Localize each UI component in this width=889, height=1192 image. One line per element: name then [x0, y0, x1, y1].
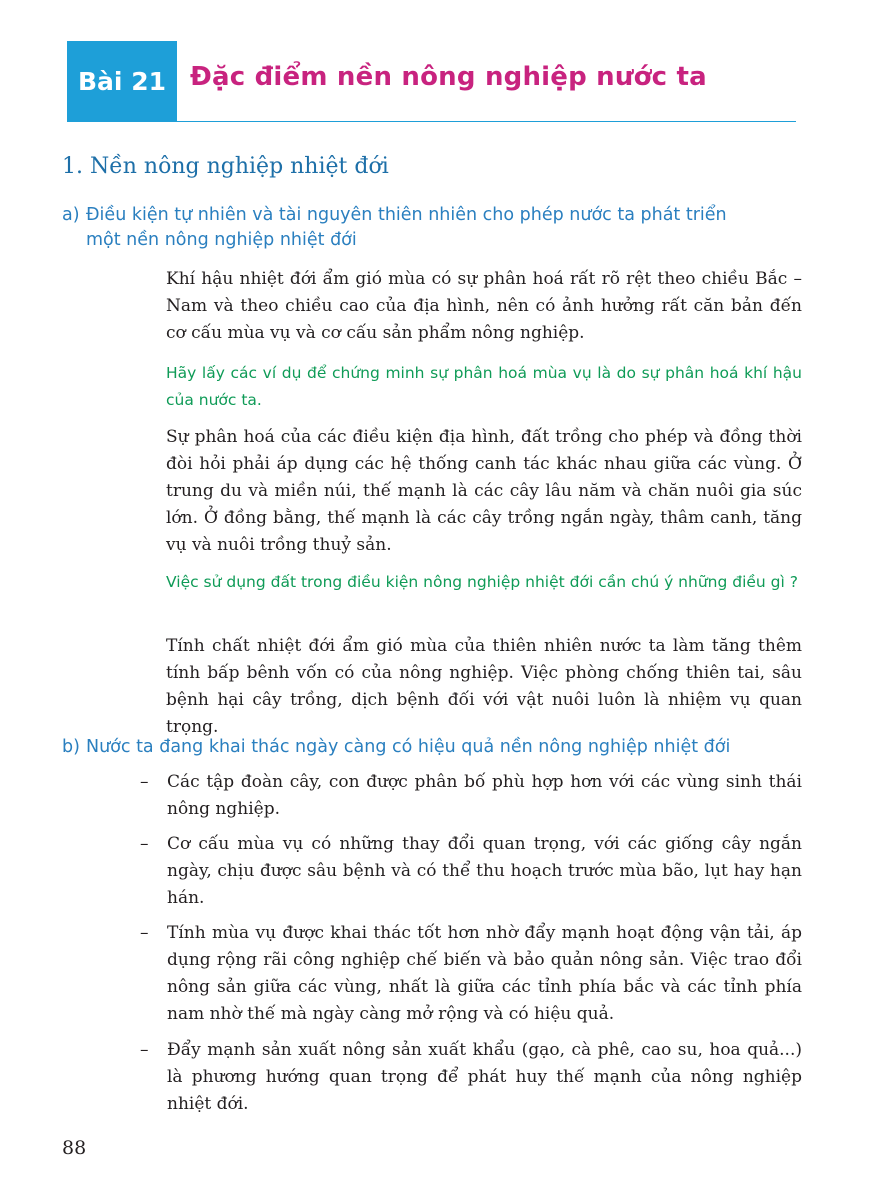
- subheading-a-line1: Điều kiện tự nhiên và tài nguyên thiên nhiên cho phép nước ta phát triển: [86, 205, 727, 225]
- question-land-use: Việc sử dụng đất trong điều kiện nông nghiệp nhiệt đới cần chú ý những điều gì ?: [166, 573, 798, 591]
- paragraph-terrain: Sự phân hoá của các điều kiện địa hình, đất trồng cho phép và đồng thời đòi hỏi phải áp dụng các hệ thống canh tác khác nhau giữa các vùng. Ở trung du và miền núi, thế mạnh là các cây lâu năm và chăn nuôi gia súc lớn. Ở đồng bằng, thế mạnh là các cây trồng ngắn ngày, thâm canh, tăng vụ và nuôi trồng thuỷ sản.: [166, 427, 802, 555]
- bullet-dash: –: [140, 772, 149, 792]
- paragraph-climate: Khí hậu nhiệt đới ẩm gió mùa có sự phân hoá rất rõ rệt theo chiều Bắc – Nam và theo chiều cao của địa hình, nên có ảnh hưởng rất căn bản đến cơ cấu mùa vụ và cơ cấu sản phẩm nông nghiệp.: [166, 269, 802, 343]
- bullet-dash: –: [140, 923, 149, 943]
- list-item: [140, 1037, 802, 1118]
- lesson-title: Đặc điểm nền nông nghiệp nước ta: [190, 62, 707, 92]
- subheading-a-label: a): [62, 205, 80, 225]
- bullet-text: Cơ cấu mùa vụ có những thay đổi quan trọng, với các giống cây ngắn ngày, chịu được sâu bệnh và có thể thu hoạch trước mùa bão, lụt hay hạn hán.: [167, 834, 802, 908]
- lesson-label: Bài 21: [78, 67, 166, 96]
- paragraph-instability: Tính chất nhiệt đới ẩm gió mùa của thiên nhiên nước ta làm tăng thêm tính bấp bênh vốn có của nông nghiệp. Việc phòng chống thiên tai, sâu bệnh hại cây trồng, dịch bệnh đối với vật nuôi luôn là nhiệm vụ quan trọng.: [166, 636, 802, 737]
- header-divider: [177, 121, 796, 122]
- subheading-b: [62, 735, 802, 760]
- bullet-dash: –: [140, 1040, 149, 1060]
- bullet-text: Đẩy mạnh sản xuất nông sản xuất khẩu (gạo, cà phê, cao su, hoa quả...) là phương hướng quan trọng để phát huy thế mạnh của nông nghiệp nhiệt đới.: [167, 1040, 802, 1114]
- section-title: 1. Nền nông nghiệp nhiệt đới: [62, 154, 389, 179]
- list-item: [140, 769, 802, 823]
- subheading-a: [62, 203, 802, 253]
- bullet-dash: –: [140, 834, 149, 854]
- subheading-a-line2: một nền nông nghiệp nhiệt đới: [86, 230, 357, 250]
- question-seasonal-differentiation: Hãy lấy các ví dụ để chứng minh sự phân hoá mùa vụ là do sự phân hoá khí hậu của nước ta.: [166, 364, 802, 409]
- lesson-label-box: [67, 41, 177, 122]
- list-item: [140, 831, 802, 912]
- page-number: 88: [62, 1137, 87, 1159]
- list-item: [140, 920, 802, 1028]
- bullet-text: Các tập đoàn cây, con được phân bố phù hợp hơn với các vùng sinh thái nông nghiệp.: [167, 772, 802, 819]
- subheading-b-label: b): [62, 737, 80, 757]
- subheading-b-title: Nước ta đang khai thác ngày càng có hiệu quả nền nông nghiệp nhiệt đới: [86, 737, 731, 757]
- bullet-text: Tính mùa vụ được khai thác tốt hơn nhờ đẩy mạnh hoạt động vận tải, áp dụng rộng rãi công nghiệp chế biến và bảo quản nông sản. Việc trao đổi nông sản giữa các vùng, nhất là giữa các tỉnh phía bắc và các tỉnh phía nam nhờ thế mà ngày càng mở rộng và có hiệu quả.: [167, 923, 802, 1024]
